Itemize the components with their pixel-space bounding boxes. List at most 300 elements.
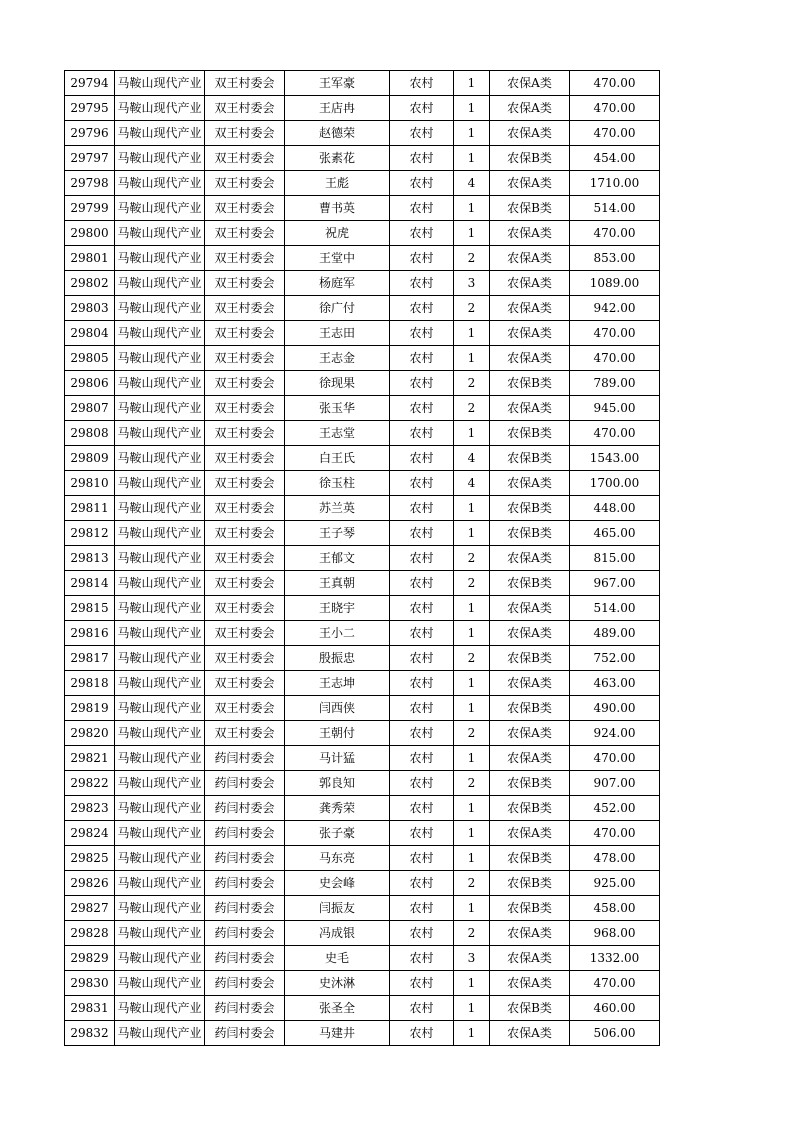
- cell-village-committee: 双王村委会: [205, 221, 285, 246]
- cell-person-name: 马东亮: [285, 846, 390, 871]
- cell-village-committee: 双王村委会: [205, 421, 285, 446]
- cell-person-count: 2: [454, 646, 490, 671]
- cell-residence-type: 农村: [390, 71, 454, 96]
- cell-residence-type: 农村: [390, 846, 454, 871]
- cell-amount: 470.00: [570, 421, 660, 446]
- cell-insurance-category: 农保A类: [490, 171, 570, 196]
- cell-village-committee: 双王村委会: [205, 721, 285, 746]
- cell-organization: 马鞍山现代产业: [115, 596, 205, 621]
- cell-insurance-category: 农保A类: [490, 396, 570, 421]
- cell-person-name: 王堂中: [285, 246, 390, 271]
- cell-residence-type: 农村: [390, 146, 454, 171]
- cell-insurance-category: 农保A类: [490, 346, 570, 371]
- cell-person-count: 4: [454, 446, 490, 471]
- table-row: [65, 96, 660, 121]
- cell-residence-type: 农村: [390, 196, 454, 221]
- cell-person-name: 马计猛: [285, 746, 390, 771]
- cell-residence-type: 农村: [390, 946, 454, 971]
- cell-record-id: 29806: [65, 371, 115, 396]
- cell-record-id: 29825: [65, 846, 115, 871]
- cell-person-name: 王晓宇: [285, 596, 390, 621]
- cell-person-count: 2: [454, 246, 490, 271]
- cell-organization: 马鞍山现代产业: [115, 896, 205, 921]
- cell-amount: 452.00: [570, 796, 660, 821]
- cell-insurance-category: 农保B类: [490, 496, 570, 521]
- cell-person-name: 张圣全: [285, 996, 390, 1021]
- cell-person-name: 曹书英: [285, 196, 390, 221]
- cell-person-count: 1: [454, 696, 490, 721]
- cell-insurance-category: 农保A类: [490, 121, 570, 146]
- cell-residence-type: 农村: [390, 421, 454, 446]
- cell-organization: 马鞍山现代产业: [115, 646, 205, 671]
- cell-village-committee: 双王村委会: [205, 171, 285, 196]
- cell-amount: 470.00: [570, 971, 660, 996]
- cell-residence-type: 农村: [390, 671, 454, 696]
- cell-record-id: 29818: [65, 671, 115, 696]
- table-row: [65, 671, 660, 696]
- cell-village-committee: 双王村委会: [205, 121, 285, 146]
- cell-amount: 470.00: [570, 71, 660, 96]
- cell-residence-type: 农村: [390, 321, 454, 346]
- cell-organization: 马鞍山现代产业: [115, 746, 205, 771]
- table-row: [65, 771, 660, 796]
- table-row: [65, 796, 660, 821]
- cell-person-count: 2: [454, 546, 490, 571]
- cell-person-name: 王真朝: [285, 571, 390, 596]
- cell-record-id: 29826: [65, 871, 115, 896]
- cell-organization: 马鞍山现代产业: [115, 496, 205, 521]
- cell-person-name: 王志田: [285, 321, 390, 346]
- cell-person-count: 1: [454, 1021, 490, 1046]
- cell-person-name: 张子豪: [285, 821, 390, 846]
- cell-insurance-category: 农保B类: [490, 521, 570, 546]
- cell-person-count: 1: [454, 96, 490, 121]
- cell-insurance-category: 农保B类: [490, 996, 570, 1021]
- cell-insurance-category: 农保A类: [490, 296, 570, 321]
- cell-organization: 马鞍山现代产业: [115, 71, 205, 96]
- cell-village-committee: 双王村委会: [205, 521, 285, 546]
- cell-amount: 470.00: [570, 121, 660, 146]
- cell-person-count: 1: [454, 346, 490, 371]
- table-row: [65, 196, 660, 221]
- cell-record-id: 29817: [65, 646, 115, 671]
- cell-residence-type: 农村: [390, 896, 454, 921]
- cell-person-name: 张玉华: [285, 396, 390, 421]
- cell-organization: 马鞍山现代产业: [115, 571, 205, 596]
- cell-village-committee: 药闫村委会: [205, 821, 285, 846]
- cell-person-count: 1: [454, 521, 490, 546]
- cell-village-committee: 双王村委会: [205, 446, 285, 471]
- cell-record-id: 29804: [65, 321, 115, 346]
- cell-insurance-category: 农保A类: [490, 546, 570, 571]
- cell-amount: 514.00: [570, 596, 660, 621]
- cell-amount: 448.00: [570, 496, 660, 521]
- cell-village-committee: 双王村委会: [205, 671, 285, 696]
- cell-residence-type: 农村: [390, 971, 454, 996]
- cell-organization: 马鞍山现代产业: [115, 271, 205, 296]
- cell-residence-type: 农村: [390, 621, 454, 646]
- cell-village-committee: 双王村委会: [205, 396, 285, 421]
- cell-organization: 马鞍山现代产业: [115, 821, 205, 846]
- cell-amount: 1543.00: [570, 446, 660, 471]
- cell-organization: 马鞍山现代产业: [115, 346, 205, 371]
- cell-person-name: 王小二: [285, 621, 390, 646]
- cell-insurance-category: 农保B类: [490, 446, 570, 471]
- cell-amount: 470.00: [570, 221, 660, 246]
- cell-person-name: 杨庭军: [285, 271, 390, 296]
- cell-person-count: 2: [454, 771, 490, 796]
- cell-insurance-category: 农保B类: [490, 646, 570, 671]
- table-row: [65, 821, 660, 846]
- cell-insurance-category: 农保B类: [490, 196, 570, 221]
- cell-residence-type: 农村: [390, 746, 454, 771]
- cell-organization: 马鞍山现代产业: [115, 246, 205, 271]
- table-row: [65, 971, 660, 996]
- table-row: [65, 546, 660, 571]
- cell-person-name: 王志坤: [285, 671, 390, 696]
- cell-organization: 马鞍山现代产业: [115, 696, 205, 721]
- cell-organization: 马鞍山现代产业: [115, 771, 205, 796]
- table-row: [65, 421, 660, 446]
- cell-record-id: 29811: [65, 496, 115, 521]
- table-row: [65, 621, 660, 646]
- cell-residence-type: 农村: [390, 371, 454, 396]
- cell-person-count: 1: [454, 71, 490, 96]
- cell-insurance-category: 农保B类: [490, 871, 570, 896]
- cell-village-committee: 药闫村委会: [205, 746, 285, 771]
- cell-insurance-category: 农保A类: [490, 471, 570, 496]
- cell-organization: 马鞍山现代产业: [115, 171, 205, 196]
- cell-organization: 马鞍山现代产业: [115, 371, 205, 396]
- cell-insurance-category: 农保A类: [490, 71, 570, 96]
- cell-amount: 1089.00: [570, 271, 660, 296]
- cell-village-committee: 双王村委会: [205, 196, 285, 221]
- cell-organization: 马鞍山现代产业: [115, 971, 205, 996]
- cell-person-name: 白王氏: [285, 446, 390, 471]
- table-row: [65, 946, 660, 971]
- table-row: [65, 846, 660, 871]
- cell-person-name: 徐玉柱: [285, 471, 390, 496]
- cell-record-id: 29808: [65, 421, 115, 446]
- table-row: [65, 446, 660, 471]
- cell-person-count: 1: [454, 146, 490, 171]
- cell-residence-type: 农村: [390, 471, 454, 496]
- cell-person-name: 闫振友: [285, 896, 390, 921]
- cell-amount: 968.00: [570, 921, 660, 946]
- cell-organization: 马鞍山现代产业: [115, 321, 205, 346]
- cell-amount: 454.00: [570, 146, 660, 171]
- cell-record-id: 29810: [65, 471, 115, 496]
- cell-amount: 924.00: [570, 721, 660, 746]
- cell-insurance-category: 农保B类: [490, 896, 570, 921]
- cell-amount: 490.00: [570, 696, 660, 721]
- cell-amount: 815.00: [570, 546, 660, 571]
- cell-person-count: 2: [454, 371, 490, 396]
- cell-person-count: 1: [454, 746, 490, 771]
- table-row: [65, 271, 660, 296]
- cell-insurance-category: 农保B类: [490, 571, 570, 596]
- cell-record-id: 29807: [65, 396, 115, 421]
- cell-organization: 马鞍山现代产业: [115, 196, 205, 221]
- cell-person-name: 王店冉: [285, 96, 390, 121]
- cell-amount: 967.00: [570, 571, 660, 596]
- cell-amount: 1700.00: [570, 471, 660, 496]
- cell-organization: 马鞍山现代产业: [115, 721, 205, 746]
- cell-record-id: 29812: [65, 521, 115, 546]
- cell-person-name: 史会峰: [285, 871, 390, 896]
- cell-village-committee: 药闫村委会: [205, 946, 285, 971]
- data-table: [64, 70, 660, 1046]
- cell-village-committee: 双王村委会: [205, 546, 285, 571]
- cell-amount: 478.00: [570, 846, 660, 871]
- cell-organization: 马鞍山现代产业: [115, 671, 205, 696]
- cell-amount: 853.00: [570, 246, 660, 271]
- cell-insurance-category: 农保A类: [490, 1021, 570, 1046]
- cell-residence-type: 农村: [390, 596, 454, 621]
- cell-amount: 489.00: [570, 621, 660, 646]
- cell-insurance-category: 农保A类: [490, 96, 570, 121]
- cell-record-id: 29819: [65, 696, 115, 721]
- cell-residence-type: 农村: [390, 996, 454, 1021]
- cell-person-name: 史毛: [285, 946, 390, 971]
- cell-village-committee: 药闫村委会: [205, 896, 285, 921]
- cell-amount: 942.00: [570, 296, 660, 321]
- table-row: [65, 521, 660, 546]
- cell-record-id: 29831: [65, 996, 115, 1021]
- cell-insurance-category: 农保A类: [490, 321, 570, 346]
- cell-organization: 马鞍山现代产业: [115, 996, 205, 1021]
- cell-person-name: 张素花: [285, 146, 390, 171]
- cell-village-committee: 药闫村委会: [205, 846, 285, 871]
- cell-amount: 470.00: [570, 821, 660, 846]
- table-row: [65, 71, 660, 96]
- cell-amount: 1332.00: [570, 946, 660, 971]
- cell-person-count: 1: [454, 996, 490, 1021]
- cell-person-name: 王志堂: [285, 421, 390, 446]
- cell-village-committee: 双王村委会: [205, 496, 285, 521]
- cell-record-id: 29829: [65, 946, 115, 971]
- cell-person-count: 2: [454, 871, 490, 896]
- cell-insurance-category: 农保B类: [490, 796, 570, 821]
- cell-person-count: 1: [454, 196, 490, 221]
- cell-amount: 460.00: [570, 996, 660, 1021]
- cell-record-id: 29795: [65, 96, 115, 121]
- cell-person-name: 郭良知: [285, 771, 390, 796]
- table-row: [65, 746, 660, 771]
- table-row: [65, 596, 660, 621]
- cell-record-id: 29823: [65, 796, 115, 821]
- cell-person-name: 王郁文: [285, 546, 390, 571]
- cell-village-committee: 双王村委会: [205, 596, 285, 621]
- table-row: [65, 571, 660, 596]
- cell-record-id: 29797: [65, 146, 115, 171]
- cell-person-count: 2: [454, 571, 490, 596]
- cell-record-id: 29809: [65, 446, 115, 471]
- cell-organization: 马鞍山现代产业: [115, 96, 205, 121]
- cell-residence-type: 农村: [390, 271, 454, 296]
- cell-amount: 465.00: [570, 521, 660, 546]
- table-row: [65, 296, 660, 321]
- cell-insurance-category: 农保B类: [490, 771, 570, 796]
- cell-insurance-category: 农保A类: [490, 971, 570, 996]
- cell-person-count: 1: [454, 321, 490, 346]
- cell-record-id: 29821: [65, 746, 115, 771]
- cell-residence-type: 农村: [390, 396, 454, 421]
- cell-amount: 463.00: [570, 671, 660, 696]
- cell-residence-type: 农村: [390, 871, 454, 896]
- cell-person-count: 1: [454, 821, 490, 846]
- cell-insurance-category: 农保A类: [490, 221, 570, 246]
- cell-village-committee: 双王村委会: [205, 271, 285, 296]
- cell-amount: 945.00: [570, 396, 660, 421]
- cell-record-id: 29814: [65, 571, 115, 596]
- cell-insurance-category: 农保A类: [490, 746, 570, 771]
- cell-person-name: 王军豪: [285, 71, 390, 96]
- cell-organization: 马鞍山现代产业: [115, 396, 205, 421]
- cell-person-name: 徐广付: [285, 296, 390, 321]
- cell-record-id: 29802: [65, 271, 115, 296]
- cell-residence-type: 农村: [390, 496, 454, 521]
- cell-insurance-category: 农保A类: [490, 946, 570, 971]
- cell-record-id: 29832: [65, 1021, 115, 1046]
- cell-residence-type: 农村: [390, 346, 454, 371]
- cell-organization: 马鞍山现代产业: [115, 146, 205, 171]
- table-row: [65, 346, 660, 371]
- cell-residence-type: 农村: [390, 446, 454, 471]
- cell-village-committee: 药闫村委会: [205, 921, 285, 946]
- cell-organization: 马鞍山现代产业: [115, 846, 205, 871]
- cell-amount: 514.00: [570, 196, 660, 221]
- cell-amount: 470.00: [570, 96, 660, 121]
- cell-person-count: 1: [454, 596, 490, 621]
- cell-insurance-category: 农保A类: [490, 596, 570, 621]
- cell-person-count: 1: [454, 971, 490, 996]
- cell-village-committee: 双王村委会: [205, 571, 285, 596]
- cell-record-id: 29815: [65, 596, 115, 621]
- cell-amount: 789.00: [570, 371, 660, 396]
- cell-record-id: 29813: [65, 546, 115, 571]
- cell-residence-type: 农村: [390, 1021, 454, 1046]
- cell-person-name: 赵德荣: [285, 121, 390, 146]
- cell-amount: 907.00: [570, 771, 660, 796]
- cell-amount: 458.00: [570, 896, 660, 921]
- cell-residence-type: 农村: [390, 921, 454, 946]
- table-row: [65, 321, 660, 346]
- cell-village-committee: 药闫村委会: [205, 796, 285, 821]
- cell-person-name: 王子琴: [285, 521, 390, 546]
- cell-person-name: 徐现果: [285, 371, 390, 396]
- table-row: [65, 146, 660, 171]
- table-row: [65, 996, 660, 1021]
- cell-residence-type: 农村: [390, 771, 454, 796]
- cell-organization: 马鞍山现代产业: [115, 421, 205, 446]
- cell-residence-type: 农村: [390, 646, 454, 671]
- cell-person-name: 殷振忠: [285, 646, 390, 671]
- cell-record-id: 29796: [65, 121, 115, 146]
- cell-village-committee: 双王村委会: [205, 371, 285, 396]
- table-row: [65, 896, 660, 921]
- cell-person-name: 闫西侠: [285, 696, 390, 721]
- cell-village-committee: 双王村委会: [205, 96, 285, 121]
- table-row: [65, 396, 660, 421]
- cell-person-count: 3: [454, 271, 490, 296]
- cell-village-committee: 药闫村委会: [205, 771, 285, 796]
- cell-insurance-category: 农保A类: [490, 246, 570, 271]
- cell-person-name: 祝虎: [285, 221, 390, 246]
- cell-amount: 506.00: [570, 1021, 660, 1046]
- cell-person-count: 1: [454, 421, 490, 446]
- cell-organization: 马鞍山现代产业: [115, 446, 205, 471]
- cell-village-committee: 双王村委会: [205, 646, 285, 671]
- cell-organization: 马鞍山现代产业: [115, 796, 205, 821]
- cell-residence-type: 农村: [390, 571, 454, 596]
- table-row: [65, 721, 660, 746]
- cell-village-committee: 双王村委会: [205, 471, 285, 496]
- cell-organization: 马鞍山现代产业: [115, 221, 205, 246]
- cell-person-name: 史沐淋: [285, 971, 390, 996]
- cell-insurance-category: 农保B类: [490, 371, 570, 396]
- table-row: [65, 371, 660, 396]
- cell-person-count: 4: [454, 171, 490, 196]
- cell-insurance-category: 农保B类: [490, 146, 570, 171]
- cell-residence-type: 农村: [390, 96, 454, 121]
- cell-residence-type: 农村: [390, 721, 454, 746]
- cell-amount: 925.00: [570, 871, 660, 896]
- cell-organization: 马鞍山现代产业: [115, 946, 205, 971]
- cell-person-count: 1: [454, 121, 490, 146]
- cell-person-count: 1: [454, 796, 490, 821]
- cell-village-committee: 双王村委会: [205, 146, 285, 171]
- cell-record-id: 29798: [65, 171, 115, 196]
- cell-residence-type: 农村: [390, 221, 454, 246]
- cell-village-committee: 双王村委会: [205, 346, 285, 371]
- cell-residence-type: 农村: [390, 171, 454, 196]
- cell-record-id: 29820: [65, 721, 115, 746]
- cell-record-id: 29803: [65, 296, 115, 321]
- cell-person-count: 2: [454, 296, 490, 321]
- cell-insurance-category: 农保A类: [490, 671, 570, 696]
- table-row: [65, 221, 660, 246]
- table-row: [65, 646, 660, 671]
- cell-person-name: 苏兰英: [285, 496, 390, 521]
- table-row: [65, 1021, 660, 1046]
- cell-person-name: 王志金: [285, 346, 390, 371]
- table-body: [65, 71, 660, 1046]
- table-row: [65, 871, 660, 896]
- cell-amount: 752.00: [570, 646, 660, 671]
- table-row: [65, 471, 660, 496]
- cell-residence-type: 农村: [390, 546, 454, 571]
- cell-record-id: 29801: [65, 246, 115, 271]
- table-row: [65, 921, 660, 946]
- cell-insurance-category: 农保B类: [490, 696, 570, 721]
- cell-person-count: 1: [454, 221, 490, 246]
- cell-person-name: 冯成银: [285, 921, 390, 946]
- cell-person-count: 2: [454, 396, 490, 421]
- cell-person-count: 2: [454, 921, 490, 946]
- cell-village-committee: 双王村委会: [205, 621, 285, 646]
- cell-record-id: 29805: [65, 346, 115, 371]
- cell-amount: 1710.00: [570, 171, 660, 196]
- cell-organization: 马鞍山现代产业: [115, 546, 205, 571]
- cell-person-count: 3: [454, 946, 490, 971]
- cell-village-committee: 药闫村委会: [205, 971, 285, 996]
- cell-insurance-category: 农保A类: [490, 721, 570, 746]
- table-row: [65, 496, 660, 521]
- table-row: [65, 121, 660, 146]
- cell-residence-type: 农村: [390, 246, 454, 271]
- cell-record-id: 29799: [65, 196, 115, 221]
